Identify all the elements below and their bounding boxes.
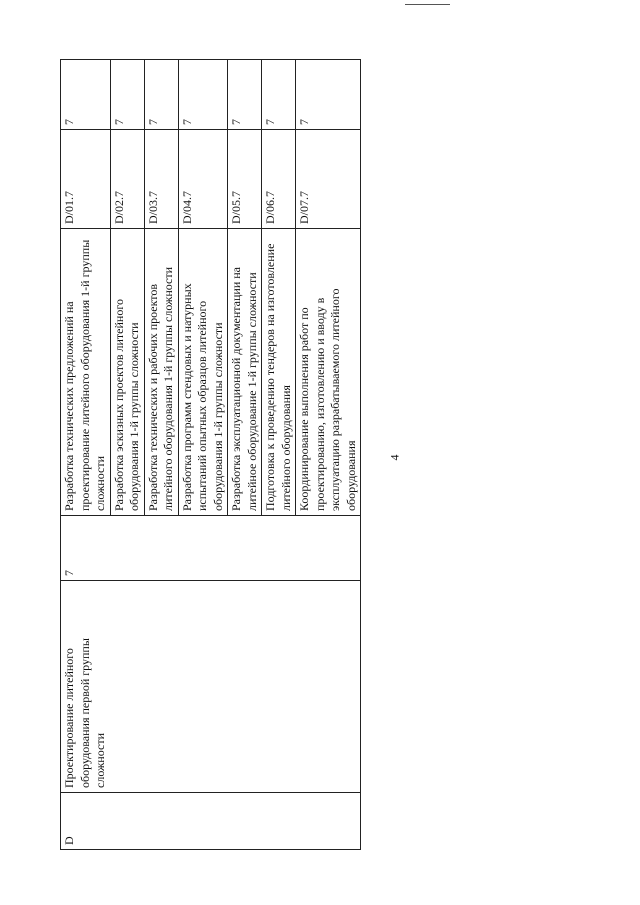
table-row xyxy=(61,60,111,850)
labor-function-level: 7 xyxy=(262,60,296,130)
functions-table xyxy=(60,59,361,850)
labor-function-code: D/05.7 xyxy=(228,130,262,229)
labor-function-name: Координирование выполнения работ по проектированию, изготовлению и вводу в эксплуатацию разрабатываемого литейного оборудования xyxy=(296,229,361,516)
labor-function-name: Разработка эксплуатационной документации на литейное оборудование 1-й группы сложности xyxy=(228,229,262,516)
general-function-name: Проектирование литейного оборудования первой группы сложности xyxy=(61,581,361,793)
labor-function-name: Разработка эскизных проектов литейного оборудования 1-й группы сложности xyxy=(110,229,144,516)
general-function-code: D xyxy=(61,793,361,850)
scan-mark xyxy=(405,4,450,5)
labor-function-level: 7 xyxy=(61,60,111,130)
labor-function-code: D/01.7 xyxy=(61,130,111,229)
general-function-level: 7 xyxy=(61,516,361,581)
labor-function-name: Подготовка к проведению тендеров на изготовление литейного оборудования xyxy=(262,229,296,516)
labor-function-name: Разработка технических и рабочих проектов литейного оборудования 1-й группы сложности xyxy=(144,229,178,516)
labor-function-level: 7 xyxy=(228,60,262,130)
labor-function-code: D/03.7 xyxy=(144,130,178,229)
labor-function-code: D/07.7 xyxy=(296,130,361,229)
labor-function-level: 7 xyxy=(110,60,144,130)
labor-function-level: 7 xyxy=(178,60,228,130)
labor-function-name: Разработка технических предложений на проектирование литейного оборудования 1-й группы сложности xyxy=(61,229,111,516)
page-number: 4 xyxy=(387,454,402,461)
labor-function-code: D/04.7 xyxy=(178,130,228,229)
labor-function-name: Разработка программ стендовых и натурных испытаний опытных образцов литейного оборудования 1-й группы сложности xyxy=(178,229,228,516)
labor-function-code: D/06.7 xyxy=(262,130,296,229)
labor-function-level: 7 xyxy=(296,60,361,130)
labor-function-code: D/02.7 xyxy=(110,130,144,229)
labor-function-level: 7 xyxy=(144,60,178,130)
rotated-table-container xyxy=(60,60,358,850)
